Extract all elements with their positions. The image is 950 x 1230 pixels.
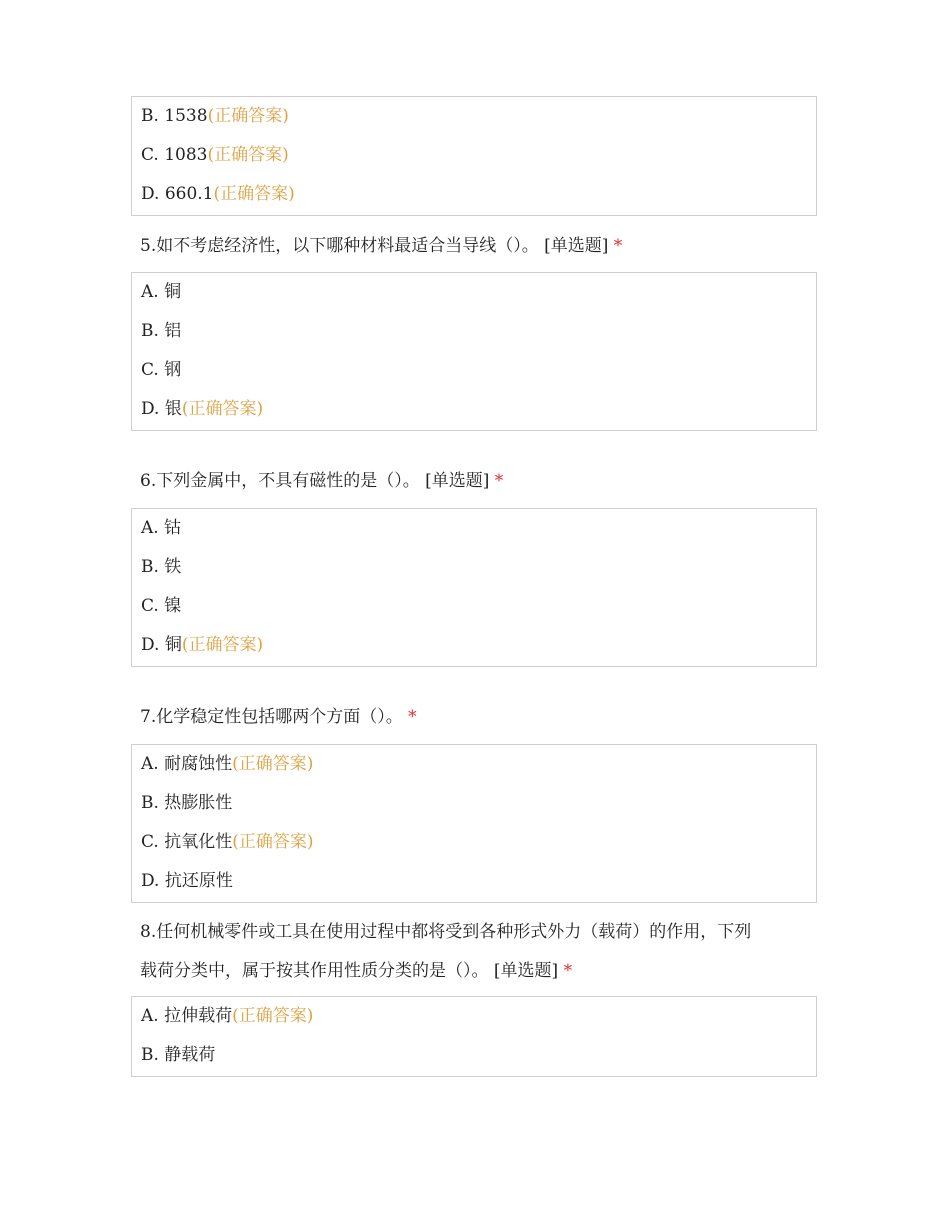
question-text: 6.下列金属中，不具有磁性的是（）。 [单选题]	[140, 471, 490, 491]
option-5-a	[132, 274, 816, 313]
option-6-c	[132, 588, 816, 627]
question-text-line-2	[140, 952, 820, 991]
option-label: C. 镍	[141, 596, 182, 616]
option-label: C. 钢	[141, 360, 182, 380]
option-label: B. 热膨胀性	[141, 793, 233, 813]
option-label: D. 抗还原性	[141, 871, 233, 891]
option-6-d	[132, 627, 816, 666]
option-label: B. 铝	[141, 321, 182, 341]
option-5-b	[132, 313, 816, 352]
option-5-c	[132, 352, 816, 391]
option-7-a	[132, 746, 816, 785]
option-label: A. 钴	[141, 518, 182, 538]
correct-answer-mark: (正确答案)	[213, 184, 295, 204]
question-7-title	[140, 698, 820, 737]
option-label: C. 抗氧化性	[141, 832, 233, 852]
option-label: A. 铜	[141, 282, 182, 302]
question-text: 载荷分类中，属于按其作用性质分类的是（）。 [单选题]	[140, 961, 559, 981]
option-8-b	[132, 1037, 816, 1076]
question-text: 5.如不考虑经济性，以下哪种材料最适合当导线（）。 [单选题]	[140, 236, 609, 256]
required-mark: *	[613, 236, 623, 256]
option-5-d	[132, 391, 816, 430]
option-label: B. 1538	[141, 106, 208, 126]
question-text-line-1: 8.任何机械零件或工具在使用过程中都将受到各种形式外力（载荷）的作用，下列	[140, 922, 752, 942]
option-label: A. 拉伸载荷	[141, 1006, 233, 1026]
option-label: D. 660.1	[141, 184, 214, 204]
question-4-options	[131, 96, 817, 216]
option-4-c	[132, 137, 816, 176]
correct-answer-mark: (正确答案)	[232, 832, 314, 852]
question-7-options	[131, 744, 817, 903]
correct-answer-mark: (正确答案)	[207, 106, 289, 126]
question-6-options	[131, 508, 817, 667]
option-label: D. 银	[141, 399, 182, 419]
correct-answer-mark: (正确答案)	[232, 754, 314, 774]
required-mark: *	[563, 961, 573, 981]
question-8-options	[131, 996, 817, 1077]
option-8-a	[132, 998, 816, 1037]
option-7-c	[132, 824, 816, 863]
option-label: C. 1083	[141, 145, 208, 165]
question-text: 7.化学稳定性包括哪两个方面（）。	[140, 707, 403, 727]
option-4-b	[132, 98, 816, 137]
required-mark: *	[494, 471, 504, 491]
option-6-a	[132, 510, 816, 549]
option-4-d	[132, 176, 816, 215]
question-6-title	[140, 462, 820, 501]
correct-answer-mark: (正确答案)	[181, 635, 264, 655]
required-mark: *	[408, 707, 417, 727]
correct-answer-mark: (正确答案)	[181, 399, 264, 419]
option-label: B. 铁	[141, 557, 182, 577]
option-7-d	[132, 863, 816, 902]
option-7-b	[132, 785, 816, 824]
correct-answer-mark: (正确答案)	[232, 1006, 314, 1026]
question-8-title	[140, 913, 820, 991]
option-label: D. 铜	[141, 635, 182, 655]
option-label: B. 静载荷	[141, 1045, 216, 1065]
question-5-options	[131, 272, 817, 431]
correct-answer-mark: (正确答案)	[207, 145, 289, 165]
question-5-title	[140, 227, 820, 266]
option-6-b	[132, 549, 816, 588]
option-label: A. 耐腐蚀性	[141, 754, 233, 774]
